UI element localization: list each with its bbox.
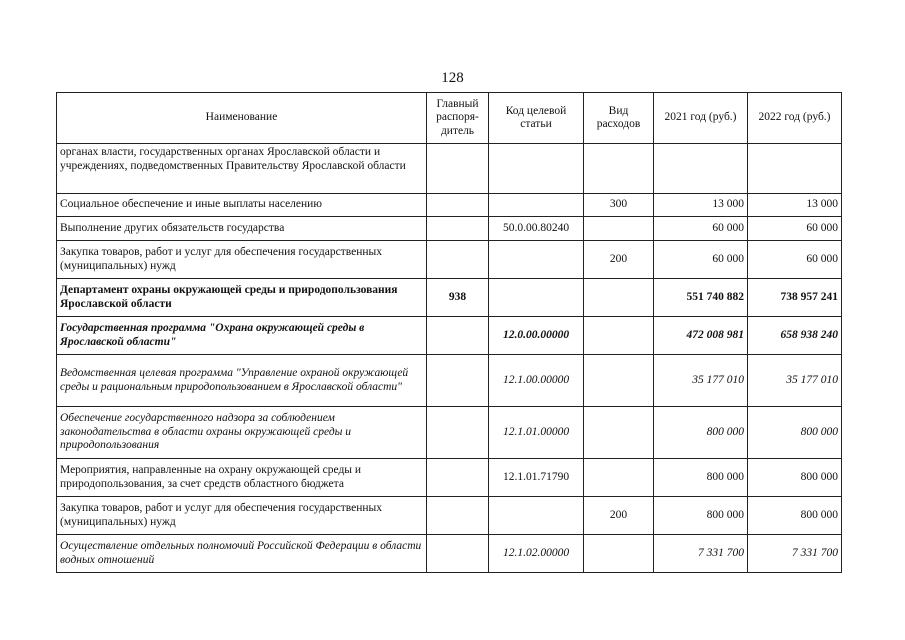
- row-expense-type: 300: [584, 194, 654, 217]
- row-year-2021: 551 740 882: [654, 279, 748, 317]
- row-expense-type: 200: [584, 497, 654, 535]
- table-row: [57, 144, 842, 194]
- row-year-2021: 60 000: [654, 217, 748, 241]
- row-target-code: [489, 194, 584, 217]
- row-expense-type: [584, 317, 654, 355]
- header-name: Наименование: [57, 93, 427, 144]
- table-row: [57, 279, 842, 317]
- row-expense-type: 200: [584, 241, 654, 279]
- row-expense-type: [584, 144, 654, 194]
- row-year-2022: 60 000: [748, 241, 842, 279]
- row-year-2022: 800 000: [748, 459, 842, 497]
- row-year-2021: 472 008 981: [654, 317, 748, 355]
- row-chief-admin: [427, 459, 489, 497]
- row-name: Департамент охраны окружающей среды и природопользования Ярославской области: [57, 279, 427, 317]
- table-row: [57, 241, 842, 279]
- row-year-2021: 13 000: [654, 194, 748, 217]
- row-year-2021: 800 000: [654, 407, 748, 459]
- row-target-code: [489, 144, 584, 194]
- row-expense-type: [584, 459, 654, 497]
- row-chief-admin: [427, 217, 489, 241]
- row-chief-admin: [427, 355, 489, 407]
- table-row: [57, 194, 842, 217]
- table-row: [57, 407, 842, 459]
- row-name: Государственная программа "Охрана окружающей среды в Ярославской области": [57, 317, 427, 355]
- row-name: Закупка товаров, работ и услуг для обеспечения государственных (муниципальных) нужд: [57, 497, 427, 535]
- row-year-2022: 738 957 241: [748, 279, 842, 317]
- row-chief-admin: [427, 194, 489, 217]
- table-row: [57, 217, 842, 241]
- row-expense-type: [584, 535, 654, 573]
- row-name: Закупка товаров, работ и услуг для обеспечения государственных (муниципальных) нужд: [57, 241, 427, 279]
- row-target-code: 12.1.01.71790: [489, 459, 584, 497]
- table-row: [57, 317, 842, 355]
- table-header-row: [57, 93, 842, 144]
- budget-table: [56, 92, 842, 573]
- row-chief-admin: [427, 535, 489, 573]
- row-year-2022: 60 000: [748, 217, 842, 241]
- row-expense-type: [584, 217, 654, 241]
- row-year-2022: [748, 144, 842, 194]
- row-target-code: 50.0.00.80240: [489, 217, 584, 241]
- row-chief-admin: [427, 241, 489, 279]
- row-year-2021: 60 000: [654, 241, 748, 279]
- row-year-2021: 800 000: [654, 459, 748, 497]
- row-year-2022: 13 000: [748, 194, 842, 217]
- table-row: [57, 459, 842, 497]
- table-row: [57, 535, 842, 573]
- header-year-2022: 2022 год (руб.): [748, 93, 842, 144]
- row-target-code: [489, 241, 584, 279]
- header-expense-type: Вид расходов: [584, 93, 654, 144]
- row-year-2022: 35 177 010: [748, 355, 842, 407]
- row-expense-type: [584, 407, 654, 459]
- row-name: Ведомственная целевая программа "Управление охраной окружающей среды и рациональным природопользованием в Ярославской области": [57, 355, 427, 407]
- row-target-code: 12.1.00.00000: [489, 355, 584, 407]
- row-chief-admin: 938: [427, 279, 489, 317]
- row-year-2022: 800 000: [748, 407, 842, 459]
- row-year-2021: [654, 144, 748, 194]
- row-target-code: 12.0.00.00000: [489, 317, 584, 355]
- row-year-2022: 800 000: [748, 497, 842, 535]
- row-expense-type: [584, 279, 654, 317]
- row-name: Обеспечение государственного надзора за соблюдением законодательства в области охраны окружающей среды и природопользования: [57, 407, 427, 459]
- row-name: органах власти, государственных органах Ярославской области и учреждениях, подведомственных Правительству Ярославской области: [57, 144, 427, 194]
- row-chief-admin: [427, 144, 489, 194]
- row-target-code: [489, 279, 584, 317]
- row-target-code: [489, 497, 584, 535]
- row-year-2021: 800 000: [654, 497, 748, 535]
- header-chief-admin: Главный распоря-дитель: [427, 93, 489, 144]
- row-name: Осуществление отдельных полномочий Российской Федерации в области водных отношений: [57, 535, 427, 573]
- row-name: Выполнение других обязательств государства: [57, 217, 427, 241]
- table-row: [57, 355, 842, 407]
- row-target-code: 12.1.02.00000: [489, 535, 584, 573]
- row-year-2022: 658 938 240: [748, 317, 842, 355]
- row-expense-type: [584, 355, 654, 407]
- row-year-2021: 7 331 700: [654, 535, 748, 573]
- header-year-2021: 2021 год (руб.): [654, 93, 748, 144]
- row-target-code: 12.1.01.00000: [489, 407, 584, 459]
- row-year-2021: 35 177 010: [654, 355, 748, 407]
- header-target-code: Код целевой статьи: [489, 93, 584, 144]
- row-chief-admin: [427, 497, 489, 535]
- row-chief-admin: [427, 407, 489, 459]
- row-name: Социальное обеспечение и иные выплаты населению: [57, 194, 427, 217]
- row-chief-admin: [427, 317, 489, 355]
- page-number: 128: [441, 70, 464, 86]
- row-year-2022: 7 331 700: [748, 535, 842, 573]
- row-name: Мероприятия, направленные на охрану окружающей среды и природопользования, за счет средств областного бюджета: [57, 459, 427, 497]
- table-row: [57, 497, 842, 535]
